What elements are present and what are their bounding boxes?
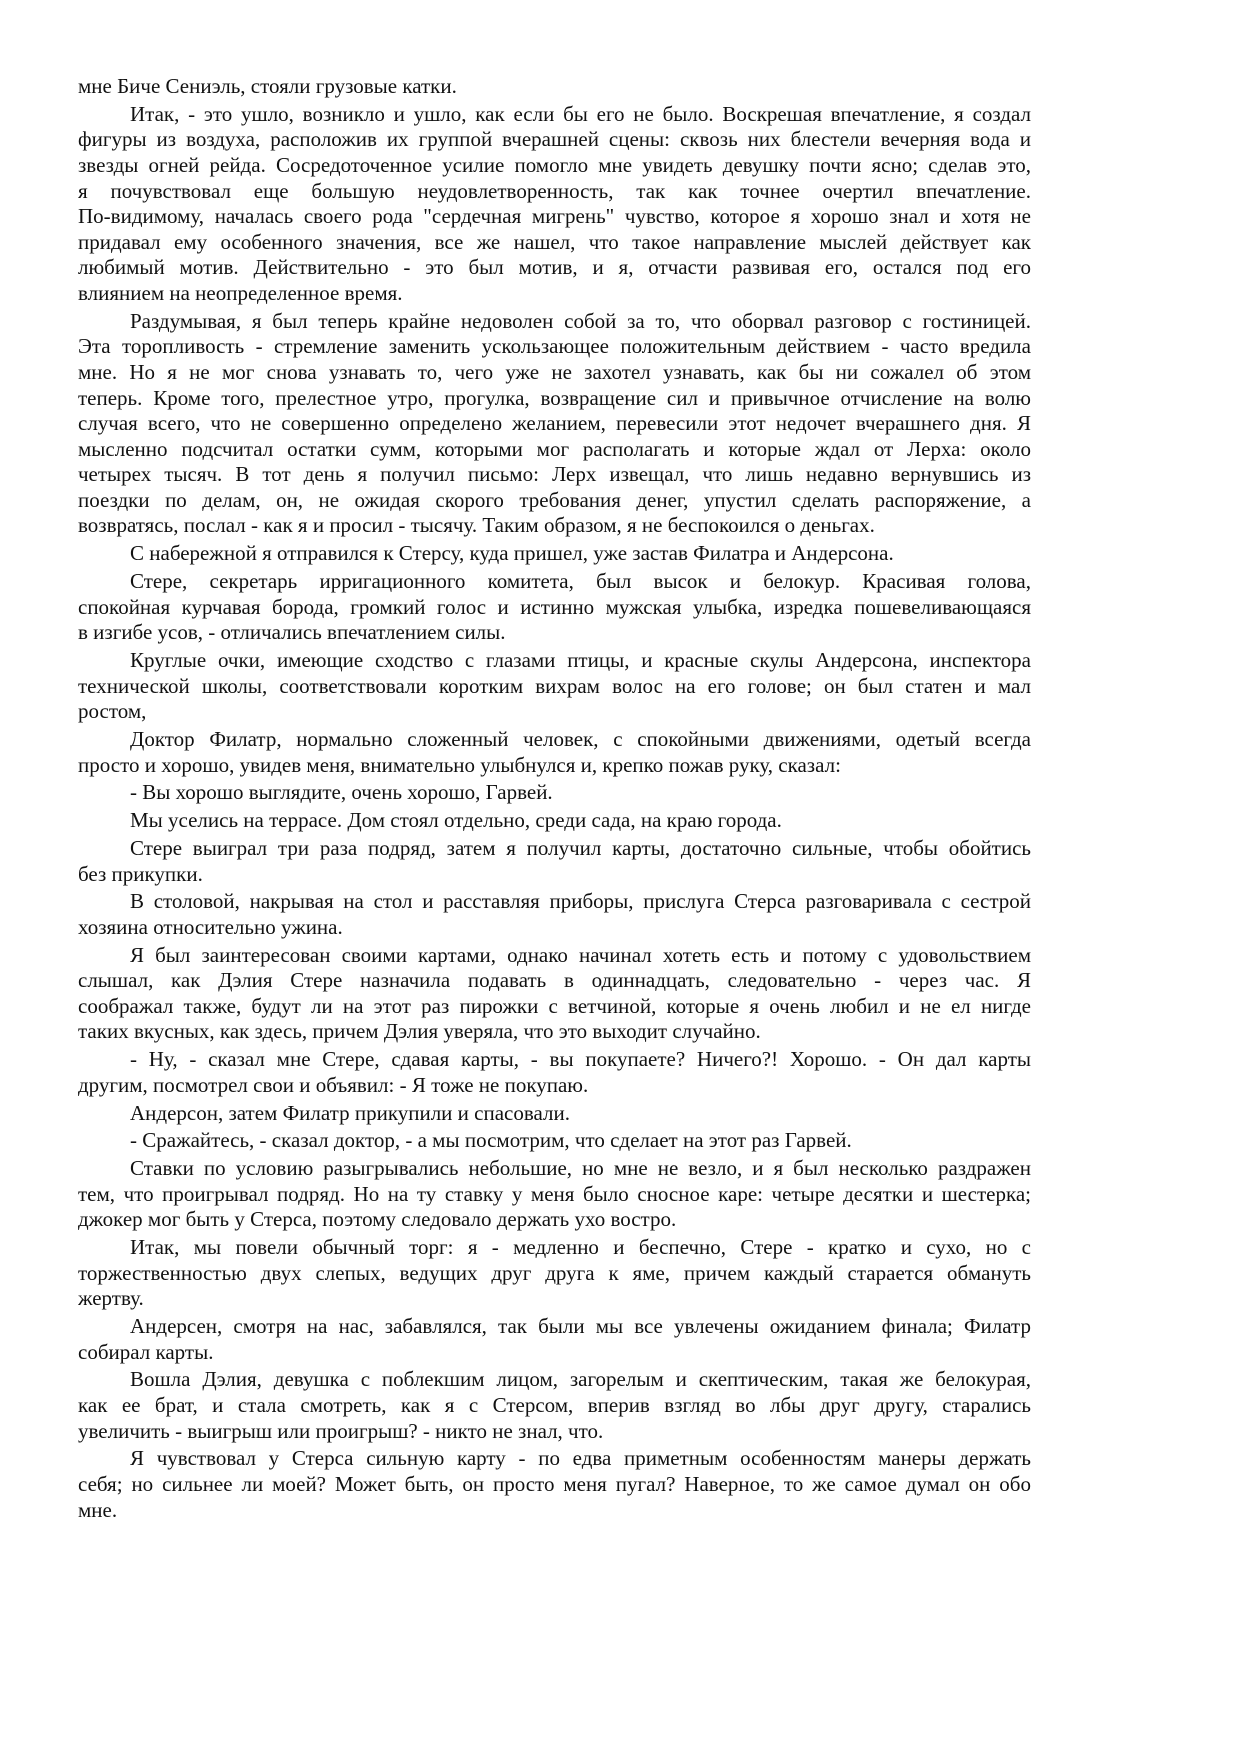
paragraph	[78, 727, 1031, 778]
text-line: тем, что проигрывал подряд. Но на ту ставку у меня было сносное каре: четыре десятки и шестерка;	[78, 1181, 1031, 1206]
text-line: - Вы хорошо выглядите, очень хорошо, Гарвей.	[130, 780, 553, 805]
text-line: Итак, мы повели обычный торг: я - медленно и беспечно, Стере - кратко и сухо, но с	[130, 1235, 1031, 1260]
text-line: Эта торопливость - стремление заменить ускользающее положительным действием - часто вредила	[78, 334, 1031, 359]
paragraph	[78, 1367, 1031, 1444]
paragraph	[78, 648, 1031, 725]
document-page	[78, 74, 1031, 1525]
paragraph	[78, 1235, 1031, 1312]
paragraph	[78, 808, 1031, 834]
text-line: - Сражайтесь, - сказал доктор, - а мы посмотрим, что сделает на этот раз Гарвей.	[130, 1128, 852, 1153]
text-line: я почувствовал еще большую неудовлетворенность, так как точнее очертил впечатление.	[78, 178, 1031, 203]
text-line: случая всего, что не совершенно определено желанием, перевесили этот недочет вчерашнего дня. Я	[78, 411, 1031, 436]
text-line: звезды огней рейда. Сосредоточенное усилие помогло мне увидеть девушку почти ясно; сделав это,	[78, 152, 1031, 177]
text-line: В столовой, накрывая на стол и расставляя приборы, прислуга Стерса разговаривала с сестрой	[130, 889, 1031, 914]
text-line: без прикупки.	[78, 861, 203, 886]
text-line: Стере, секретарь ирригационного комитета, был высок и белокур. Красивая голова,	[130, 569, 1031, 594]
text-line: просто и хорошо, увидев меня, внимательно улыбнулся и, крепко пожав руку, сказал:	[78, 752, 841, 777]
text-line: мне.	[78, 1497, 118, 1522]
text-line: возвратясь, послал - как я и просил - тысячу. Таким образом, я не беспокоился о деньгах.	[78, 513, 875, 538]
paragraph	[78, 1128, 1031, 1154]
text-line: Андерсен, смотря на нас, забавлялся, так были мы все увлечены ожиданием финала; Филатр	[130, 1314, 1031, 1339]
text-line: Я чувствовал у Стерса сильную карту - по едва приметным особенностям манеры держать	[130, 1446, 1031, 1471]
text-line: четырех тысяч. В тот день я получил письмо: Лерх извещал, что лишь недавно вернувшись из	[78, 462, 1031, 487]
paragraph	[78, 102, 1031, 307]
text-line: торжественностью двух слепых, ведущих друг друга к яме, причем каждый старается обмануть	[78, 1260, 1031, 1285]
paragraph	[78, 1446, 1031, 1523]
text-line: спокойная курчавая борода, громкий голос и истинно мужская улыбка, изредка пошевеливающаяся	[78, 594, 1031, 619]
text-line: придавал ему особенного значения, все же нашел, что такое направление мыслей действует как	[78, 229, 1031, 254]
text-line: Стере выиграл три раза подряд, затем я получил карты, достаточно сильные, чтобы обойтись	[130, 835, 1031, 860]
text-line: Я был заинтересован своими картами, однако начинал хотеть есть и потому с удовольствием	[130, 942, 1031, 967]
text-line: С набережной я отправился к Стерсу, куда пришел, уже застав Филатра и Андерсона.	[130, 541, 894, 566]
text-line: технической школы, соответствовали коротким вихрам волос на его голове; он был статен и мал	[78, 673, 1031, 698]
text-line: Ставки по условию разыгрывались небольшие, но мне не везло, и я был несколько раздражен	[130, 1156, 1031, 1181]
text-line: Доктор Филатр, нормально сложенный человек, с спокойными движениями, одетый всегда	[130, 726, 1031, 751]
text-line: мне. Но я не мог снова узнавать то, чего уже не захотел узнавать, как бы ни сожалел об этом	[78, 359, 1031, 384]
text-line: ростом,	[78, 699, 147, 724]
paragraph	[78, 943, 1031, 1045]
text-line: Мы уселись на террасе. Дом стоял отдельно, среди сада, на краю города.	[130, 808, 782, 833]
text-line: теперь. Кроме того, прелестное утро, прогулка, возвращение сил и привычное отчисление на волю	[78, 385, 1031, 410]
text-line: себя; но сильнее ли моей? Может быть, он просто меня пугал? Наверное, то же самое думал он обо	[78, 1472, 1031, 1497]
text-line: другим, посмотрел свои и объявил: - Я тоже не покупаю.	[78, 1072, 589, 1097]
text-line: влиянием на неопределенное время.	[78, 280, 403, 305]
paragraph	[78, 1047, 1031, 1098]
paragraph	[78, 1156, 1031, 1233]
text-line: Круглые очки, имеющие сходство с глазами птицы, и красные скулы Андерсона, инспектора	[130, 648, 1031, 672]
paragraph	[78, 309, 1031, 539]
text-line: соображал также, будут ли на этот раз пирожки с ветчиной, которые я очень любил и не ел нигде	[78, 993, 1031, 1018]
text-line: Вошла Дэлия, девушка с поблекшим лицом, загорелым и скептическим, такая же белокурая,	[130, 1367, 1031, 1392]
text-line: мне Биче Сениэль, стояли грузовые катки.	[78, 74, 457, 98]
text-line: как ее брат, и стала смотреть, как я с Стерсом, вперив взгляд во лбы друг другу, старались	[78, 1393, 1031, 1418]
paragraph	[78, 1101, 1031, 1127]
text-line: Андерсон, затем Филатр прикупили и спасовали.	[130, 1100, 570, 1125]
text-line: в изгибе усов, - отличались впечатлением силы.	[78, 620, 506, 645]
paragraph	[78, 74, 1031, 100]
text-line: фигуры из воздуха, расположив их группой вчерашней сцены: сквозь них блестели вечерняя вода и	[78, 127, 1031, 152]
text-line: поездки по делам, он, не ожидая скорого требования денег, упустил сделать распоряжение, а	[78, 487, 1031, 512]
text-line: любимый мотив. Действительно - это был мотив, и я, отчасти развивая его, остался под его	[78, 255, 1031, 280]
text-line: По-видимому, началась своего рода "сердечная мигрень" чувство, которое я хорошо знал и хотя не	[78, 204, 1031, 229]
text-line: Итак, - это ушло, возникло и ушло, как если бы его не было. Воскрешая впечатление, я создал	[130, 101, 1031, 126]
text-line: жертву.	[78, 1286, 144, 1311]
text-line: мысленно подсчитал остатки сумм, которыми мог располагать и которые ждал от Лерха: около	[78, 436, 1031, 461]
paragraph	[78, 780, 1031, 806]
text-line: Раздумывая, я был теперь крайне недоволен собой за то, что оборвал разговор с гостиницей.	[130, 308, 1031, 333]
text-line: собирал карты.	[78, 1339, 214, 1364]
paragraph	[78, 836, 1031, 887]
paragraph	[78, 1314, 1031, 1365]
text-line: хозяина относительно ужина.	[78, 914, 343, 939]
text-line: таких вкусных, как здесь, причем Дэлия уверяла, что это выходит случайно.	[78, 1019, 761, 1044]
paragraph	[78, 889, 1031, 940]
paragraph	[78, 541, 1031, 567]
text-line: увеличить - выигрыш или проигрыш? - никто не знал, что.	[78, 1418, 604, 1443]
paragraph	[78, 569, 1031, 646]
text-line: слышал, как Дэлия Стере назначила подавать в одиннадцать, следовательно - через час. Я	[78, 968, 1031, 993]
text-line: джокер мог быть у Стерса, поэтому следовало держать ухо востро.	[78, 1207, 677, 1232]
text-line: - Ну, - сказал мне Стере, сдавая карты, - вы покупаете? Ничего?! Хорошо. - Он дал карты	[130, 1047, 1031, 1072]
